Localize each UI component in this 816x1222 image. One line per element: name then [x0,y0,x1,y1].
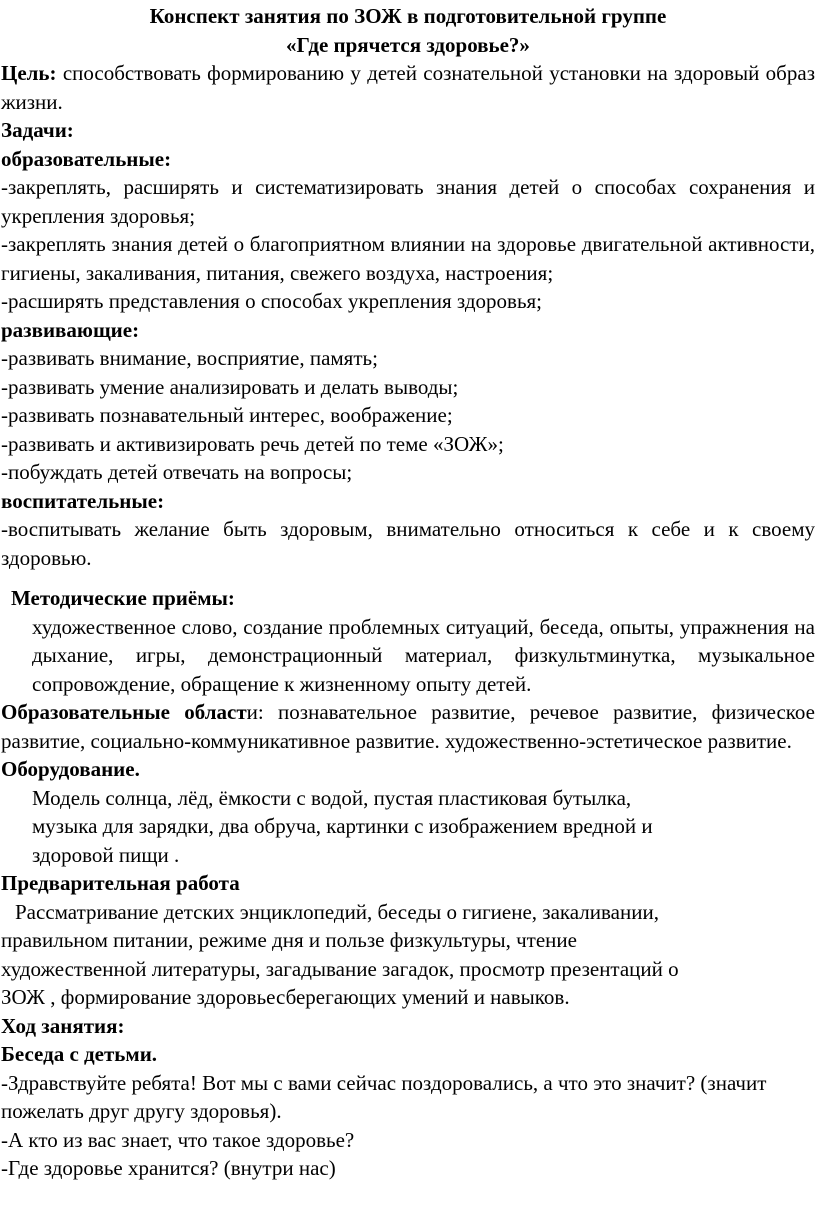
areas-text: познавательное развитие, речевое развитие, физическое развитие, социально-коммуникативное развитие. художественно-эстетическое развитие. [1,700,816,753]
educational-heading: образовательные: [1,146,172,171]
methods-text: художественное слово, создание проблемных ситуаций, беседа, опыты, упражнения на дыхание, игры, демонстрационный материал, физкультминутка, музыкальное сопровождение, обращение к жизненному опыту детей. [32,614,815,696]
equipment-line: здоровой пищи . [32,842,180,867]
educational-item: -закреплять знания детей о благоприятном влиянии на здоровье двигательной активности, гигиены, закаливания, питания, свежего воздуха, настроения; [1,232,815,285]
title-line-1: Конспект занятия по ЗОЖ в подготовительной группе [149,4,667,28]
developing-item: -побуждать детей отвечать на вопросы; [1,460,353,484]
developing-heading: развивающие: [1,317,140,342]
goal-text: способствовать формированию у детей сознательной установки на здоровый образ жизни. [1,61,815,114]
preliminary-line: Рассматривание детских энциклопедий, беседы о гигиене, закаливании, [15,899,659,924]
dialogue-line: -А кто из вас знает, что такое здоровье? [1,1127,355,1152]
methods-heading: Методические приёмы: [11,586,235,610]
lesson-heading: Ход занятия: [1,1013,125,1038]
preliminary-line: ЗОЖ , формирование здоровьесберегающих умений и навыков. [1,985,570,1009]
equipment-heading: Оборудование. [1,757,140,781]
developing-item: -развивать умение анализировать и делать выводы; [1,374,459,399]
equipment-line: музыка для зарядки, два обруча, картинки с изображением вредной и [32,814,653,838]
tasks-heading: Задачи: [1,118,74,142]
dialogue-line: -Здравствуйте ребята! Вот мы с вами сейчас поздоровались, а что это значит? (значит пожелать друг другу здоровья). [1,1070,767,1123]
upbringing-heading: воспитательные: [1,488,165,513]
developing-item: -развивать познавательный интерес, воображение; [1,403,453,427]
dialogue-line: -Где здоровье хранится? (внутри нас) [1,1156,336,1180]
educational-item: -закреплять, расширять и систематизировать знания детей о способах сохранения и укрепления здоровья; [1,175,815,228]
areas-paragraph [1,698,815,755]
preliminary-heading: Предварительная работа [1,871,240,895]
educational-item: -расширять представления о способах укрепления здоровья; [1,289,543,313]
preliminary-line: правильном питании, режиме дня и пользе физкультуры, чтение [1,928,577,952]
goal-label: Цель: [1,61,57,85]
upbringing-item: -воспитывать желание быть здоровым, внимательно относиться к себе и к своему здоровью. [1,517,815,570]
areas-label-suffix: и: [246,700,264,724]
areas-label: Образовательные област [1,700,247,724]
developing-item: -развивать внимание, восприятие, память; [1,346,378,370]
title-line-2: «Где прячется здоровье?» [286,32,530,57]
preliminary-line: художественной литературы, загадывание загадок, просмотр презентаций о [1,956,679,981]
equipment-line: Модель солнца, лёд, ёмкости с водой, пустая пластиковая бутылка, [32,785,632,810]
conversation-heading: Беседа с детьми. [1,1042,158,1066]
developing-item: -развивать и активизировать речь детей по теме «ЗОЖ»; [1,431,504,456]
goal-paragraph [1,59,815,116]
